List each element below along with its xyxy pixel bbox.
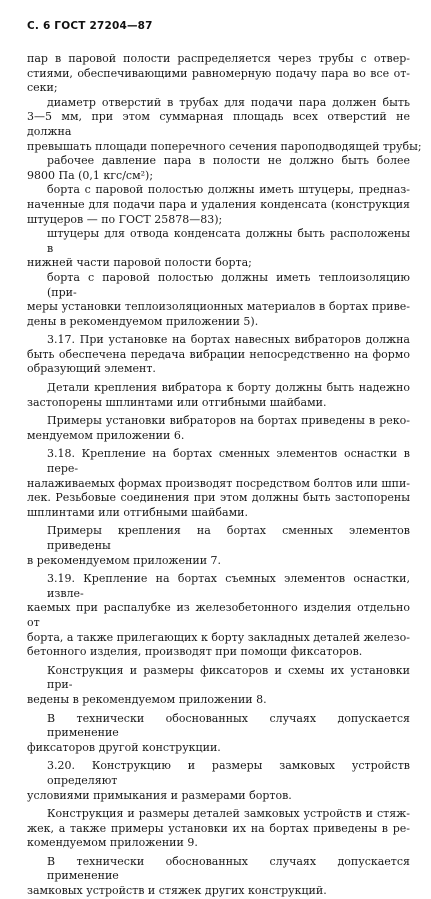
- text-line: быть обеспечена передача вибрации непосредственно на формо: [27, 347, 410, 361]
- text-line: образующий элемент.: [27, 362, 156, 376]
- text-line: мендуемом приложении 6.: [27, 428, 185, 442]
- text-line: борта с паровой полостью должны иметь теплоизоляцию (при-: [47, 270, 410, 299]
- text-line: 3.18. Крепление на бортах сменных элементов оснастки в пере-: [47, 447, 410, 476]
- text-line: борта с паровой полостью должны иметь штуцеры, предназ-: [47, 183, 410, 197]
- text-line: Конструкция и размеры деталей замковых устройств и стяж-: [47, 807, 410, 821]
- text-line: Примеры крепления на бортах сменных элементов приведены: [47, 524, 410, 552]
- text-line: 3.19. Крепление на бортах съемных элементов оснастки, извле-: [47, 572, 410, 600]
- text-line: рабочее давление пара в полости не должно быть более: [47, 154, 410, 168]
- text-line: условиями примыкания и размерами бортов.: [27, 788, 292, 802]
- text-line: лек. Резьбовые соединения при этом должны быть застопорены: [27, 491, 410, 505]
- text-line: 3—5 мм, при этом суммарная площадь всех отверстий не должна: [27, 110, 410, 138]
- text-line: застопорены шплинтами или отгибными шайбами.: [27, 395, 327, 409]
- text-line: стиями, обеспечивающими равномерную подачу пара во все от-: [27, 66, 410, 80]
- text-line: Примеры установки вибраторов на бортах приведены в реко-: [47, 414, 410, 428]
- text-line: 9800 Па (0,1 кгс/см²);: [27, 168, 154, 182]
- text-line: бетонного изделия, производят при помощи фиксаторов.: [27, 645, 363, 659]
- text-line: нижней части паровой полости борта;: [27, 256, 252, 270]
- text-line: превышать площади поперечного сечения пароподводящей трубы;: [27, 139, 422, 153]
- text-line: налаживаемых формах производят посредством болтов или шпи-: [27, 476, 410, 490]
- page-header: С. 6 ГОСТ 27204—87: [27, 20, 153, 32]
- text-line: в рекомендуемом приложении 7.: [27, 553, 222, 567]
- text-line: ведены в рекомендуемом приложении 8.: [27, 692, 267, 706]
- text-line: борта, а также прилегающих к борту закладных деталей железо-: [27, 630, 410, 644]
- text-line: В технически обоснованных случаях допускается применение: [47, 711, 410, 740]
- text-line: Конструкция и размеры фиксаторов и схемы их установки при-: [47, 663, 410, 692]
- text-line: пар в паровой полости распределяется через трубы с отвер-: [27, 52, 410, 65]
- text-line: 3.20. Конструкцию и размеры замковых устройств определяют: [47, 759, 410, 787]
- text-line: дены в рекомендуемом приложении 5).: [27, 314, 259, 328]
- text-line: жек, а также примеры установки их на бортах приведены в ре-: [27, 821, 410, 835]
- text-line: 3.17. При установке на бортах навесных вибраторов должна: [47, 333, 410, 347]
- text-line: штуцеров — по ГОСТ 25878—83);: [27, 212, 223, 226]
- text-line: секи;: [27, 81, 58, 95]
- text-line: наченные для подачи пара и удаления конденсата (конструкция: [27, 197, 410, 211]
- text-line: фиксаторов другой конструкции.: [27, 740, 221, 754]
- text-line: диаметр отверстий в трубах для подачи пара должен быть: [47, 95, 410, 109]
- text-line: шплинтами или отгибными шайбами.: [27, 505, 248, 519]
- text-line: меры установки теплоизоляционных материалов в бортах приве-: [27, 300, 410, 314]
- text-line: каемых при распалубке из железобетонного изделия отдельно от: [27, 601, 410, 629]
- text-line: комендуемом приложении 9.: [27, 836, 198, 850]
- text-line: штуцеры для отвода конденсата должны быть расположены в: [47, 227, 410, 255]
- body-text: [27, 52, 422, 899]
- text-line: Детали крепления вибратора к борту должны быть надежно: [47, 381, 410, 395]
- text-line: замковых устройств и стяжек других конструкций.: [27, 884, 327, 898]
- text-line: В технически обоснованных случаях допускается применение: [47, 854, 410, 883]
